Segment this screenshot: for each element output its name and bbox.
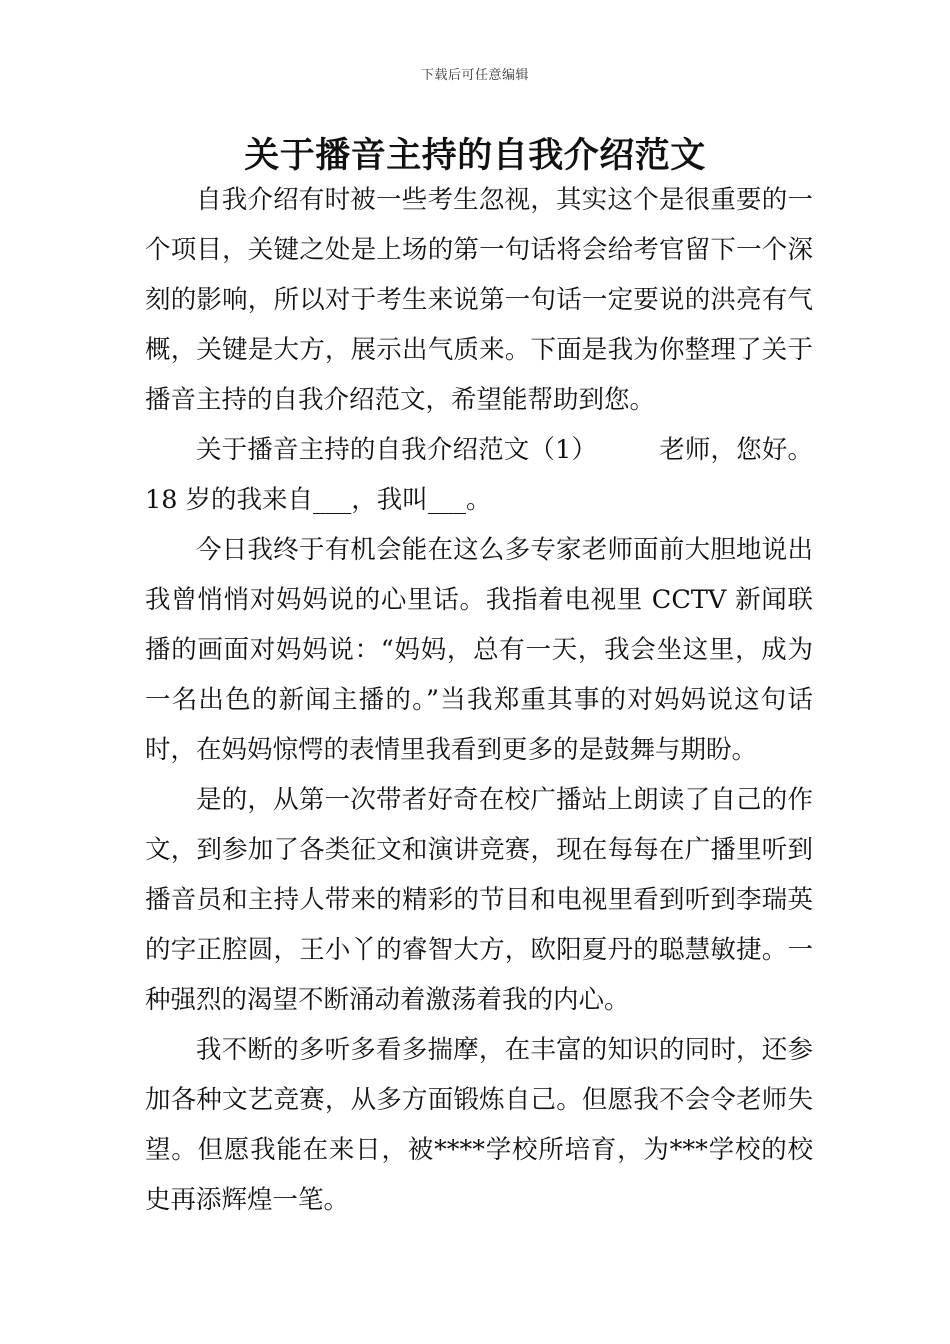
section-intro: 18 岁的我来自___，我叫___。 <box>145 485 492 515</box>
paragraph-body-2: 是的，从第一次带者好奇在校广播站上朗读了自己的作文，到参加了各类征文和演讲竞赛，现在每每在广播里听到播音员和主持人带来的精彩的节目和电视里看到听到李瑞英的字正腔圆，王小丫的睿智大方，欧阳夏丹的聪慧敏捷。一种强烈的渴望不断涌动着激荡着我的内心。 <box>145 785 813 1015</box>
section-heading: 关于播音主持的自我介绍范文（1） <box>196 435 598 465</box>
section-greeting: 老师，您好。 <box>659 435 813 465</box>
paragraph-body-1: 今日我终于有机会能在这么多专家老师面前大胆地说出我曾悄悄对妈妈说的心里话。我指着电视里 CCTV 新闻联播的画面对妈妈说：“妈妈，总有一天，我会坐这里，成为一名出色的新闻主播的。”当我郑重其事的对妈妈说这句话时，在妈妈惊愕的表情里我看到更多的是鼓舞与期盼。 <box>145 535 813 765</box>
paragraph-intro: 自我介绍有时被一些考生忽视，其实这个是很重要的一个项目，关键之处是上场的第一句话将会给考官留下一个深刻的影响，所以对于考生来说第一句话一定要说的洪亮有气概，关键是大方，展示出气质来。下面是我为你整理了关于播音主持的自我介绍范文，希望能帮助到您。 <box>145 185 813 415</box>
document-body <box>145 175 813 1225</box>
header-note: 下载后可任意编辑 <box>420 68 529 83</box>
document-title: 关于播音主持的自我介绍范文 <box>244 136 706 176</box>
paragraph-body-3: 我不断的多听多看多揣摩，在丰富的知识的同时，还参加各种文艺竞赛，从多方面锻炼自己。但愿我不会令老师失望。但愿我能在来日，被****学校所培育，为***学校的校史再添辉煌一笔。 <box>145 1035 813 1215</box>
paragraph-section-heading <box>145 425 813 525</box>
